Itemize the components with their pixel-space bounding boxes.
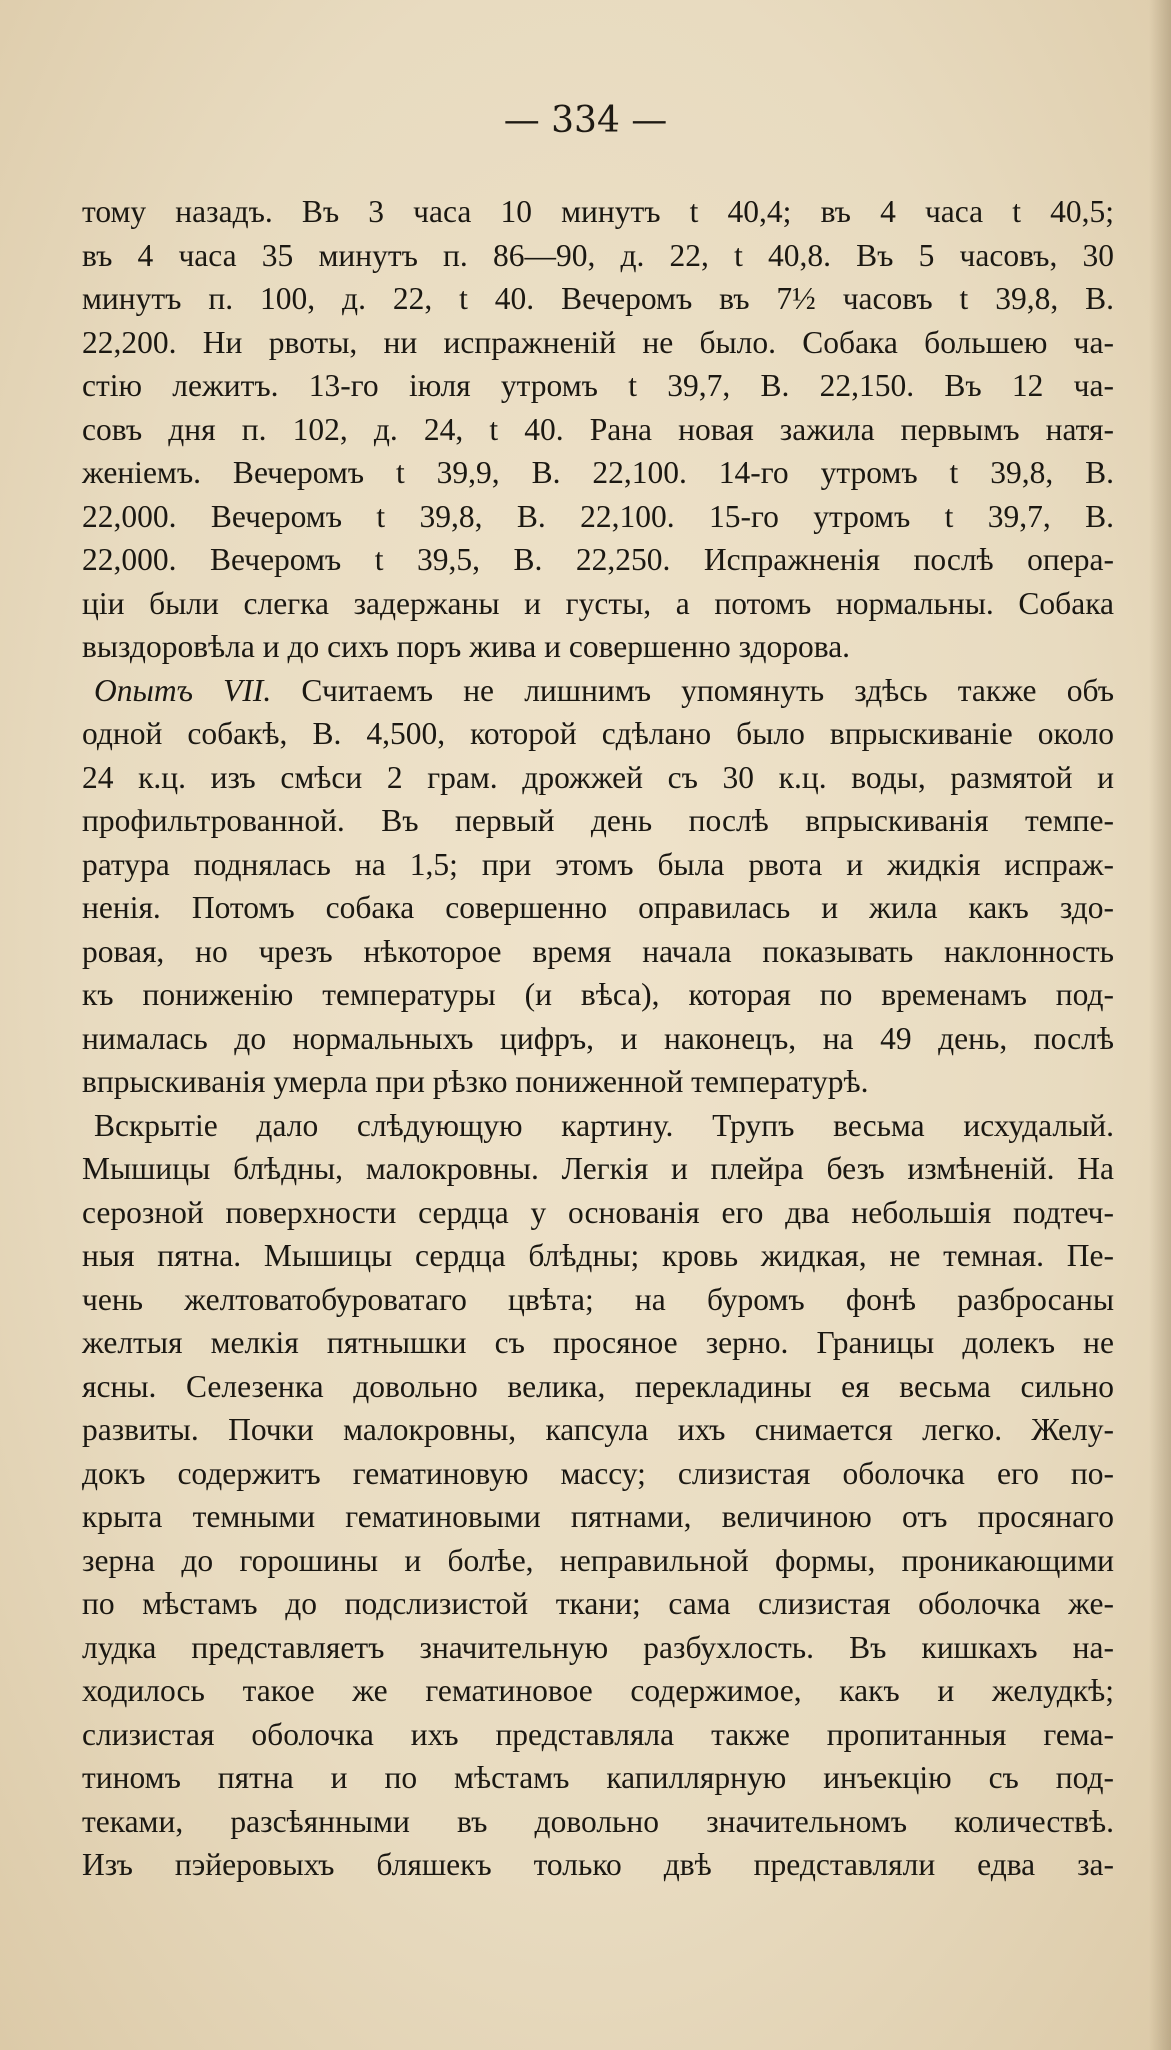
- text-line: ныя пятна. Мышицы сердца блѣдны; кровь жидкая, не темная. Пе-: [82, 1238, 1114, 1273]
- text-line: 22,000. Вечеромъ t 39,5, В. 22,250. Испражненія послѣ опера-: [82, 542, 1114, 577]
- text-line: совъ дня п. 102, д. 24, t 40. Рана новая зажила первымъ натя-: [82, 411, 1114, 447]
- text-line: развиты. Почки малокровны, капсула ихъ снимается легко. Желу-: [82, 1412, 1114, 1447]
- text-line: стію лежитъ. 13-го іюля утромъ t 39,7, В. 22,150. Въ 12 ча-: [82, 368, 1114, 403]
- text-line: Изъ пэйеровыхъ бляшекъ только двѣ представляли едва за-: [82, 1847, 1114, 1882]
- page-edge-shadow: [1149, 0, 1171, 2050]
- body-text: [82, 190, 1114, 1887]
- text-line: лудка представляетъ значительную разбухлость. Въ кишкахъ на-: [82, 1629, 1114, 1665]
- text-line: минутъ п. 100, д. 22, t 40. Вечеромъ въ 7½ часовъ t 39,8, В.: [82, 281, 1114, 316]
- text-line: серозной поверхности сердца у основанія его два небольшія подтеч-: [82, 1194, 1114, 1230]
- text-line: 24 к.ц. изъ смѣси 2 грам. дрожжей съ 30 к.ц. воды, размятой и: [82, 759, 1114, 795]
- text-line: ходилось такое же гематиновое содержимое, какъ и желудкѣ;: [82, 1673, 1114, 1708]
- text-line: одной собакѣ, В. 4,500, которой сдѣлано было впрыскиваніе около: [82, 716, 1114, 751]
- text-line: Мышицы блѣдны, малокровны. Легкія и плейра безъ измѣненій. На: [82, 1151, 1114, 1186]
- text-line: 22,000. Вечеромъ t 39,8, В. 22,100. 15-го утромъ t 39,7, В.: [82, 498, 1114, 534]
- text-fragment: Считаемъ не лишнимъ упомянуть здѣсь также объ: [301, 672, 1114, 708]
- text-line: нималась до нормальныхъ цифръ, и наконецъ, на 49 день, послѣ: [82, 1020, 1114, 1056]
- text-line: въ 4 часа 35 минутъ п. 86—90, д. 22, t 40,8. Въ 5 часовъ, 30: [82, 237, 1114, 273]
- text-line: ненія. Потомъ собака совершенно оправилась и жила какъ здо-: [82, 890, 1114, 925]
- text-line: ратура поднялась на 1,5; при этомъ была рвота и жидкія испраж-: [82, 846, 1114, 882]
- text-line: ровая, но чрезъ нѣкоторое время начала показывать наклонность: [82, 933, 1114, 969]
- text-line: 22,200. Ни рвоты, ни испражненій не было. Собака большею ча-: [82, 324, 1114, 360]
- text-line: выздоровѣла и до сихъ поръ жива и совершенно здорова.: [82, 629, 851, 664]
- text-line: тиномъ пятна и по мѣстамъ капиллярную инъекцію съ под-: [82, 1760, 1114, 1795]
- text-line: чень желтоватобуроватаго цвѣта; на буромъ фонѣ разбросаны: [82, 1281, 1114, 1317]
- text-line: ясны. Селезенка довольно велика, перекладины ея весьма сильно: [82, 1368, 1114, 1404]
- experiment-heading: Опытъ VII.: [94, 672, 272, 708]
- text-line: Вскрытіе дало слѣдующую картину. Трупъ весьма исхудалый.: [94, 1107, 1114, 1143]
- text-line: теками, разсѣянными въ довольно значительномъ количествѣ.: [82, 1803, 1114, 1839]
- text-line: зерна до горошины и болѣе, неправильной формы, проникающими: [82, 1542, 1114, 1578]
- text-line: женіемъ. Вечеромъ t 39,9, В. 22,100. 14-го утромъ t 39,8, В.: [82, 455, 1114, 490]
- text-line: къ пониженію температуры (и вѣса), которая по временамъ под-: [82, 977, 1114, 1012]
- page-number: — 334 —: [503, 100, 668, 141]
- text-line: крыта темными гематиновыми пятнами, величиною отъ просянаго: [82, 1499, 1114, 1534]
- text-line: докъ содержитъ гематиновую массу; слизистая оболочка его по-: [82, 1455, 1114, 1491]
- text-line: тому назадъ. Въ 3 часа 10 минутъ t 40,4; въ 4 часа t 40,5;: [82, 194, 1114, 229]
- text-line: желтыя мелкія пятнышки съ просяное зерно. Границы долекъ не: [82, 1325, 1114, 1360]
- text-line: профильтрованной. Въ первый день послѣ впрыскиванія темпе-: [82, 803, 1114, 838]
- text-line: впрыскиванія умерла при рѣзко пониженной температурѣ.: [82, 1064, 869, 1099]
- text-line: по мѣстамъ до подслизистой ткани; сама слизистая оболочка же-: [82, 1586, 1114, 1621]
- text-line: ціи были слегка задержаны и густы, а потомъ нормальны. Собака: [82, 585, 1114, 621]
- experiment-paragraph-start: [82, 669, 1114, 713]
- text-line: слизистая оболочка ихъ представляла также пропитанныя гема-: [82, 1716, 1114, 1752]
